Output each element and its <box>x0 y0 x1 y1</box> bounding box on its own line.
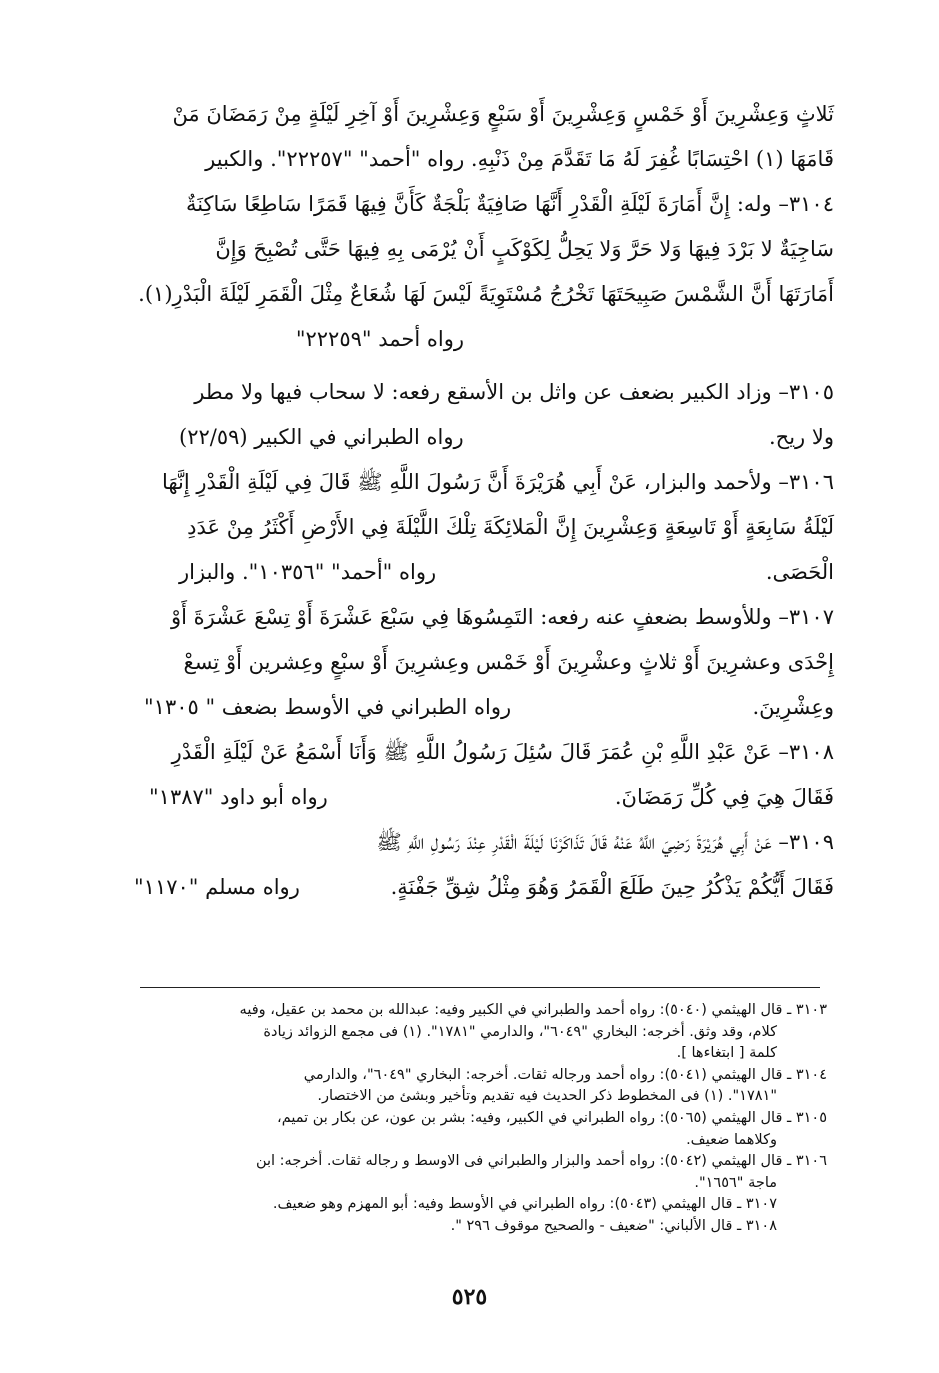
footnote-line: كلمة [ ابتغاءها ]. <box>676 1045 777 1062</box>
citation-row <box>134 685 834 730</box>
hadith-3108 <box>134 730 834 820</box>
page-number: ٥٢٥ <box>451 1284 488 1310</box>
text-line: ٣١٠٧– وللأوسط بضعفٍ عنه رفعه: التَمِسُوهَا فِي سَبْعَ عَشْرَةَ أَوْ تِسْعَ عَشْرَةَ أَوْ <box>171 605 834 629</box>
text-line: ٣١٠٤– وله: إِنَّ أَمَارَةَ لَيْلَةِ الْقَدْرِ أَنَّهَا صَافِيَةٌ بَلْجَةٌ كَأَنَّ فِيهَا قَمَرًا سَاطِعًا سَاكِنَةٌ <box>185 192 834 216</box>
footnote-line: ٣١٠٦ ـ قال الهيثمي (٥٠٤٢): رواه أحمد والبزار والطبراني فى الاوسط و رجاله ثقات. أخرجه: ابن <box>255 1153 827 1170</box>
citation: رواه مسلم "١١٧٠" <box>134 875 300 899</box>
citation: رواه الطبراني في الكبير (٢٢/٥٩) <box>179 425 464 449</box>
text-line: ٣١٠٩– عَنْ أَبِي هُرَيْرَةَ رَضِيَ اللَّهُ عَنْهُ قَالَ تَذَاكَرْنَا لَيْلَةَ الْقَدْرِ عِنْدَ رَسُولِ اللَّهِ ﷺ <box>376 830 834 854</box>
footnote-divider <box>140 987 820 988</box>
text-line: لَيْلَةُ سَابِعَةٍ أَوْ تَاسِعَةٍ وَعِشْرِينَ إِنَّ الْمَلائِكَةَ تِلْكَ اللَّيْلَةَ فِي الأَرْضِ أَكْثَرُ مِنْ عَدَدِ <box>187 515 834 539</box>
text-line: أَمَارَتَهَا أَنَّ الشَّمْسَ صَبِيحَتَهَا تَخْرُجُ مُسْتَوِيَةً لَيْسَ لَهَا شُعَاعٌ مِثْلَ الْقَمَرِ لَيْلَةَ الْبَدْرِ(١). <box>138 282 834 306</box>
footnote-line: ماجة "١٦٥٦". <box>694 1174 777 1191</box>
footnotes <box>127 1000 827 1238</box>
citation: رواه الطبراني في الأوسط بضعف " ١٣٠٥" <box>144 695 512 719</box>
footnote-line: وكلاهما ضعيف. <box>686 1131 777 1148</box>
text-line-end: فَقَالَ هِيَ فِي كُلِّ رَمَضَانَ. <box>614 785 834 809</box>
hadith-3105 <box>134 370 834 460</box>
citation: رواه أحمد "٢٢٢٥٩" <box>295 327 464 351</box>
citation: رواه أبو داود "١٣٨٧" <box>149 785 328 809</box>
footnote-line: "١٧٨١". (١) فى المخطوط ذكر الحديث فيه تقديم وتأخير وبشئ من الاختصار. <box>317 1088 777 1105</box>
text-line: ثَلاثٍ وَعِشْرِينَ أَوْ خَمْسٍ وَعِشْرِينَ أَوْ سَبْعٍ وَعِشْرِينَ أَوْ آخِرِ لَيْلَةٍ مِنْ رَمَضَانَ مَنْ <box>172 102 834 126</box>
citation-row <box>134 550 834 595</box>
text-line: سَاجِيَةٌ لا بَرْدَ فِيهَا وَلا حَرَّ وَلا يَحِلُّ لِكَوْكَبٍ أَنْ يُرْمَى بِهِ فِيهَا حَتَّى تُصْبِحَ وَإِنَّ <box>215 237 834 261</box>
citation-row <box>134 415 834 460</box>
citation-row <box>134 317 834 362</box>
text-line-end: فَقَالَ أَيُّكُمْ يَذْكُرُ حِينَ طَلَعَ الْقَمَرُ وَهُوَ مِثْلُ شِقِّ جَفْنَةٍ. <box>390 875 834 899</box>
text-line-end: الْحَصَى. <box>765 560 834 584</box>
hadith-3104 <box>134 182 834 362</box>
footnote-line: ٣١٠٣ ـ قال الهيثمي (٥٠٤٠): رواه أحمد والطبراني في الكبير وفيه: عبدالله بن محمد بن عقيل، وفيه <box>239 1002 827 1018</box>
hadith-3107 <box>134 595 834 730</box>
text-line: ٣١٠٥– وزاد الكبير بضعف عن واثل بن الأسقع رفعه: لا سحاب فيها ولا مطر <box>194 380 834 404</box>
footnote-line: ٣١٠٤ ـ قال الهيثمي (٥٠٤١): رواه أحمد ورجاله ثقات. أخرجه: البخاري "٦٠٤٩"، والدارمي <box>303 1066 827 1083</box>
citation-row <box>134 865 834 910</box>
text-line-end: وعِشْرِينَ. <box>752 695 834 719</box>
citation-row <box>134 775 834 820</box>
main-text <box>134 92 834 910</box>
hadith-3106 <box>134 460 834 595</box>
footnote-line: كلام، وقد وثق. أخرجه: البخاري "٦٠٤٩"، والدارمي "١٧٨١". (١) فى مجمع الزوائد زيادة <box>263 1023 777 1040</box>
hadith-3103-continuation <box>134 92 834 182</box>
footnote-line: ٣١٠٨ ـ قال الألباني: "ضعيف - والصحيح موقوف ٢٩٦ ". <box>450 1217 777 1234</box>
footnote-line: ٣١٠٧ ـ قال الهيثمي (٥٠٤٣): رواه الطبراني في الأوسط وفيه: أبو المهزم وهو ضعيف. <box>272 1196 777 1213</box>
text-line-end: ولا ريح. <box>768 425 834 449</box>
citation: رواه "أحمد" "١٠٣٥٦". والبزار <box>179 560 437 584</box>
text-line: ٣١٠٦– ولأحمد والبزار، عَنْ أَبِي هُرَيْرَةَ أَنَّ رَسُولَ اللَّهِ ﷺ قَالَ فِي لَيْلَةِ الْقَدْرِ إِنَّهَا <box>161 470 834 494</box>
text-line: إِحْدَى وعشرِينَ أَوْ ثلاثٍ وعشْرِينَ أَوْ خَمْس وعِشرِينَ أَوْ سبْعٍ وعِشرين أَوْ تِسعْ <box>183 650 834 674</box>
hadith-3109 <box>134 820 834 910</box>
text-line: ٣١٠٨– عَنْ عَبْدِ اللَّهِ بْنِ عُمَرَ قَالَ سُئِلَ رَسُولُ اللَّهِ ﷺ وَأَنَا أَسْمَعُ عَنْ لَيْلَةِ الْقَدْرِ <box>171 740 834 764</box>
footnote-line: ٣١٠٥ ـ قال الهيثمي (٥٠٦٥): رواه الطبراني في الكبير، وفيه: بشر بن عون، عن بكار بن تميم، <box>277 1109 827 1126</box>
text-line: قَامَهَا (١) احْتِسَابًا غُفِرَ لَهُ مَا تَقَدَّمَ مِنْ ذَنْبِهِ. رواه "أحمد" "٢٢٢٥٧". والكبير <box>205 147 834 171</box>
